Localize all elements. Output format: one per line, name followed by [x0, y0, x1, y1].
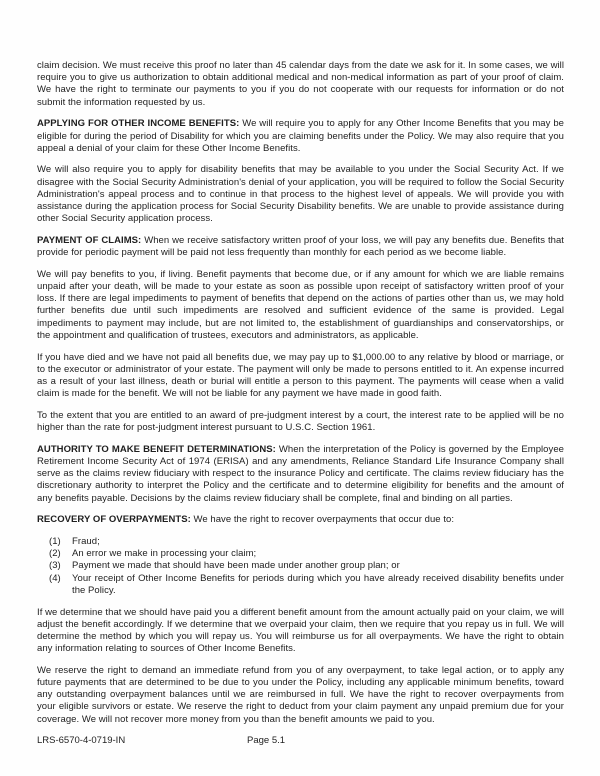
list-item-number: (2)	[49, 548, 61, 560]
section-heading: PAYMENT OF CLAIMS:	[37, 234, 142, 246]
section-payment-of-claims	[37, 235, 564, 259]
paragraph-text: claim decision. We must receive this proof no later than 45 calendar days from the date we ask for it. In some cases, we will require you to give us authorization to obtain additional medical and non-medical information as part of your proof of claim. We have the right to terminate our payments to you if you do not cooperate with our requests for information or do not submit the information requested by us.	[37, 60, 564, 108]
list-item-text: Fraud;	[72, 536, 100, 547]
section-heading: RECOVERY OF OVERPAYMENTS:	[37, 514, 191, 526]
paragraph-text: We reserve the right to demand an immediate refund from you of any overpayment, to take legal action, or to apply any future payments that are determined to be due to you under the Policy, including any applicable minimum benefits, toward any outstanding overpayment balances until we are reimbursed in full. We have the right to recover overpayments from your eligible survivors or estate. We reserve the right to deduct from your claim payment any unpaid premium due for your coverage. We will not recover more money from you than the benefit amounts we paid to you.	[37, 664, 564, 725]
list-item	[49, 536, 564, 548]
paragraph-text: When the interpretation of the Policy is governed by the Employee Retirement Income Security Act of 1974 (ERISA) and any amendments, Reliance Standard Life Insurance Company shall serve as the claims review fiduciary with respect to the insurance Policy and certificate. The claims review fiduciary has the discretionary authority to interpret the Policy and the certificate and to determine eligibility for benefits and the amount of any benefits payable. Decisions by the claims review fiduciary shall be complete, final and binding on all parties.	[37, 443, 564, 504]
list-item-text: An error we make in processing your claim;	[72, 548, 257, 560]
paragraph-social-security-benefits	[37, 164, 564, 225]
paragraph-text: When we receive satisfactory written proof of your loss, we will pay any benefits due. Benefits that provide for periodic payment will be paid not less frequently than monthly for each period as we become liable.	[37, 234, 564, 259]
section-recovery-of-overpayments	[37, 514, 564, 526]
paragraph-text: We have the right to recover overpayments that occur due to:	[193, 514, 455, 526]
paragraph-text: To the extent that you are entitled to an award of pre-judgment interest by a court, the interest rate to be applied will be no higher than the rate for post-judgment interest pursuant to U.S.C. Section 1961.	[37, 409, 564, 434]
section-heading: APPLYING FOR OTHER INCOME BENEFITS:	[37, 118, 240, 130]
paragraph-text: We will require you to apply for any Other Income Benefits that you may be eligible for during the period of Disability for which you are claiming benefits under the Policy. We may also require that you appeal a denial of your claim for these Other Income Benefits.	[37, 118, 564, 154]
paragraph-text: If you have died and we have not paid all benefits due, we may pay up to $1,000.00 to any relative by blood or marriage, or to the executor or administrator of your estate. The payment will only be made to persons entitled to it. An expense incurred as a result of your last illness, death or burial will entitle a person to this payment. The payments will cease when a valid claim is made for the benefit. We will not be liable for any payment we have made in good faith.	[37, 351, 564, 400]
page-footer	[37, 735, 564, 749]
list-item-text: Your receipt of Other Income Benefits for periods during which you have already received disability benefits under the Policy.	[72, 572, 564, 596]
paragraph-benefit-payments-estate	[37, 269, 564, 342]
form-number: LRS-6570-4-0719-IN	[37, 735, 126, 746]
list-item-number: (1)	[49, 536, 61, 547]
list-item-number: (3)	[49, 560, 61, 572]
section-heading: AUTHORITY TO MAKE BENEFIT DETERMINATIONS:	[37, 443, 276, 455]
paragraph-overpayment-adjustment	[37, 607, 564, 656]
document-body	[37, 60, 564, 735]
list-item-number: (4)	[49, 572, 61, 584]
list-item	[49, 548, 564, 560]
paragraph-refund-demand-rights	[37, 665, 564, 726]
overpayment-causes-list	[37, 536, 564, 597]
paragraph-claim-proof-continued	[37, 60, 564, 109]
page-number: Page 5.1	[247, 735, 286, 746]
list-item	[49, 573, 564, 597]
paragraph-text: We will pay benefits to you, if living. Benefit payments that become due, or if any amount for which we are liable remains unpaid after your death, will be made to your estate as soon as possible upon receipt of satisfactory written proof of your loss. If there are legal impediments to payment of benefits that depend on the actions of parties other than us, we may hold further benefits due until such impediments are resolved and sufficient evidence of the same is provided. Legal impediments to payment may include, but are not limited to, the establishment of guardianships and conservatorships, or the appointment and qualification of trustees, executors and administrators, as applicable.	[37, 268, 564, 341]
list-item	[49, 560, 564, 572]
paragraph-pre-judgment-interest	[37, 410, 564, 434]
paragraph-death-benefit-payment	[37, 352, 564, 401]
paragraph-text: We will also require you to apply for disability benefits that may be available to you under the Social Security Act. If we disagree with the Social Security Administration's denial of your application, you will be required to follow the Social Security Administration's appeal process and to continue in that process to the highest level of appeals. We will provide you with assistance during the application process for Social Security Disability benefits. We are unable to provide assistance during other Social Security application process.	[37, 164, 564, 225]
section-applying-for-other-income-benefits	[37, 118, 564, 155]
paragraph-text: If we determine that we should have paid you a different benefit amount from the amount actually paid on your claim, we will adjust the benefit accordingly. If we determine that we overpaid your claim, then we require that you repay us in full. We will determine the method by which you will repay us. You will reimburse us for all overpayments. We have the right to obtain any information relating to sources of Other Income Benefits.	[37, 606, 564, 655]
section-authority-benefit-determinations	[37, 444, 564, 505]
list-item-text: Payment we made that should have been made under another group plan; or	[72, 560, 400, 572]
